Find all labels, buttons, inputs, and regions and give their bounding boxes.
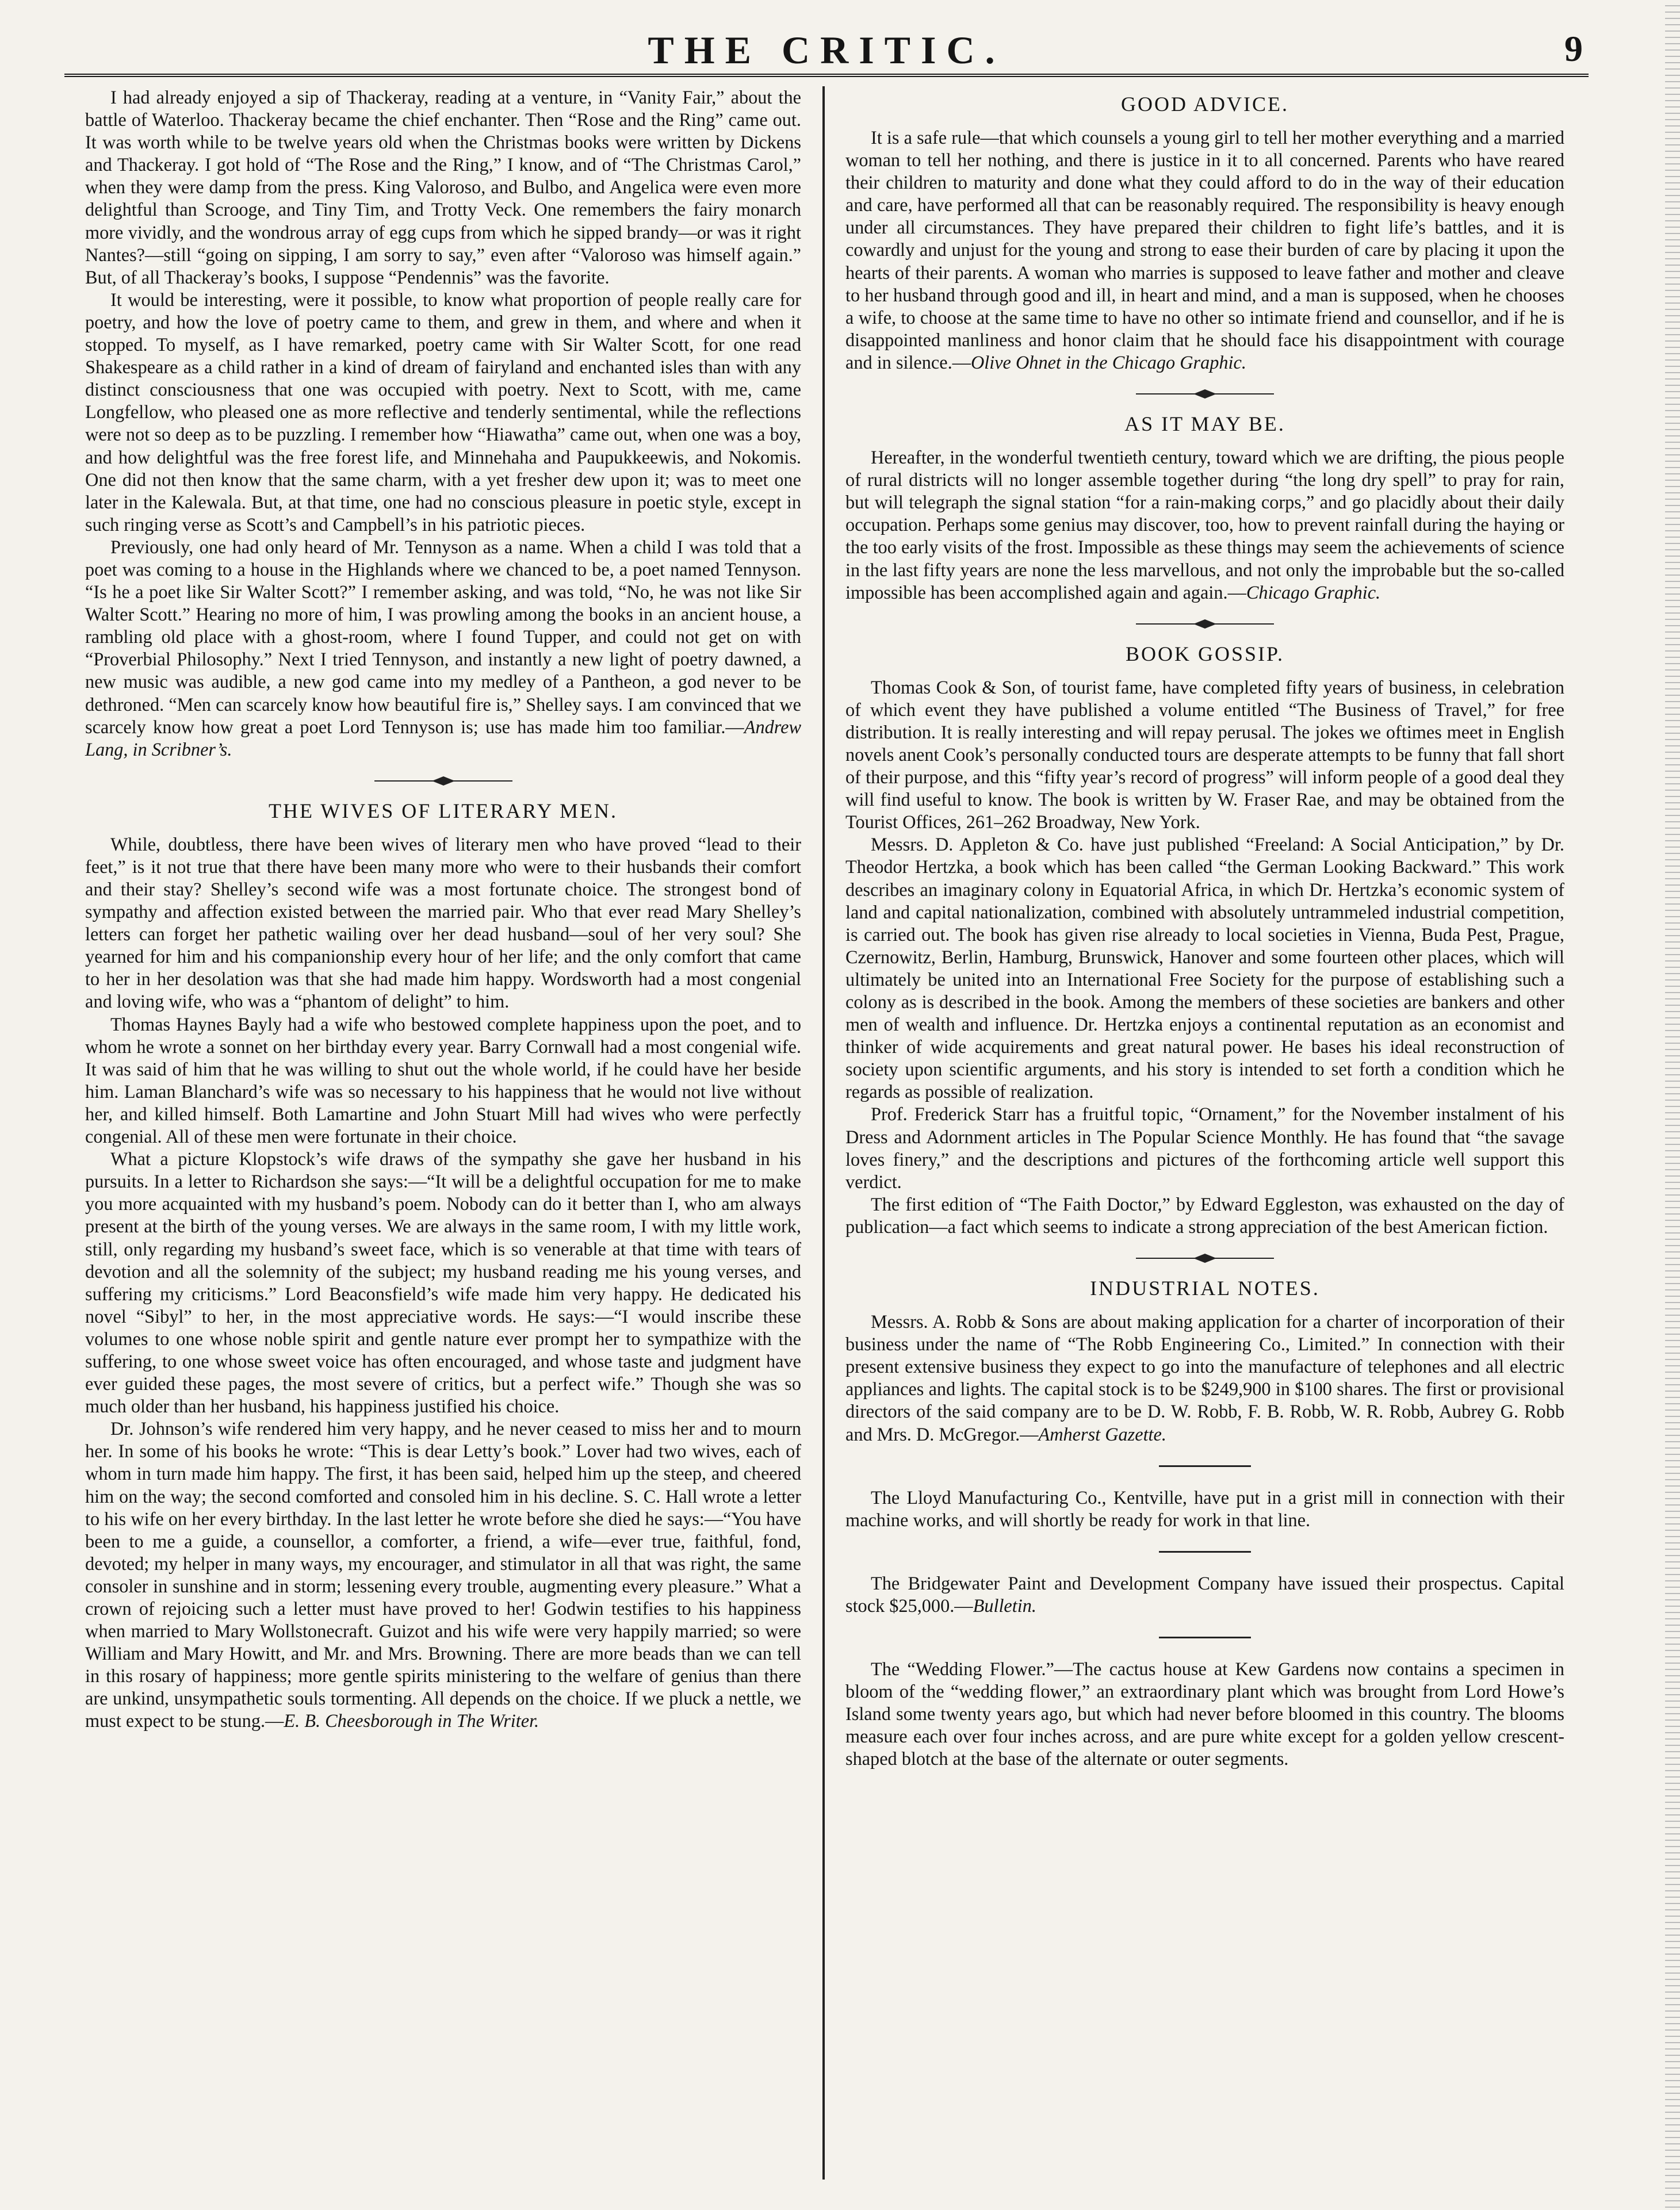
industrial-paragraph-1: Messrs. A. Robb & Sons are about making application for a charter of incorporation of their business under the name of “The Robb Engineering Co., Limited.” In connection with their present extensive business they expect to go into the manufacture of telephones and all electric appliances and lights. The capital stock is to be $249,900 in $100 shares. The first or provisional directors of the said company are to be D. W. Robb, F. B. Robb, W. R. Robb, Aubrey G. Robb and Mrs. D. McGregor.—Amherst Gazette. [845,1311,1564,1445]
source-credit: Amherst Gazette. [1038,1423,1166,1445]
heading-as-it-may-be: AS IT MAY BE. [1124,412,1285,436]
ornament-divider [1136,389,1274,399]
short-rule [1159,1465,1251,1467]
right-column [845,86,1564,1770]
thackeray-paragraph: I had already enjoyed a sip of Thackeray, reading at a venture, in “Vanity Fair,” about the battle of Waterloo. Thackeray became the chief enchanter. Then “Rose and the Ring” came out. It was worth while to be twelve years old when the Christmas books were written by Dickens and Thackeray. I got hold of “The Rose and the Ring,” I know, and of “The Christmas Carol,” when they were damp from the press. King Valoroso, and Bulbo, and Angelica were even more delightful than Scrooge, and Tiny Tim, and Trotty Veck. One remembers the fairy monarch more vividly, and the wondrous array of egg cups from which he sipped brandy—or was it right Nantes?—still “going on sipping, I am sorry to say,” even after “Valoroso was himself again.” But, of all Thackeray’s books, I suppose “Pendennis” was the favorite. [85,87,801,288]
book-paragraph-1: Thomas Cook & Son, of tourist fame, have completed fifty years of business, in celebration of which event they have published a volume entitled “The Business of Travel,” for free distribution. It is really interesting and will repay perusal. The jokes we oftimes meet in English novels anent Cook’s personally conducted tours are desperate attempts to be funny that fall short of their purpose, and this “fifty year’s record of progress” will inform people of a good deal they will find useful to know. The book is written by W. Fraser Rae, and may be obtained from the Tourist Offices, 261–262 Broadway, New York. [845,676,1564,833]
masthead [64,10,1589,77]
heading-good-advice: GOOD ADVICE. [1121,93,1289,116]
ornament-divider [1136,619,1274,629]
poetry-paragraph: It would be interesting, were it possible, to know what proportion of people really care for poetry, and how the love of poetry came to them, and grew in them, and where and when it stopped. To myself, as I have remarked, poetry came with Sir Walter Scott, for one read Shakespeare as a child rather in a kind of dream of fairyland and enchanted isles than with any distinct consciousness that one was occupied with poetry. Next to Scott, with me, came Longfellow, who pleased one as more reflective and tenderly sentimental, while the reflections were not so deep as to be puzzling. I remember how “Hiawatha” came out, when one was a boy, and how delightful was the free forest life, and Minnehaha and Paupukkeewis, and Nokomis. One did not then know that the same charm, with a yet fresher dew upon it; was to meet one later in the Kalewala. But, at that time, one had no conscious pleasure in poetic style, except in such ringing verse as Scott’s and Campbell’s in his patriotic pieces. [85,289,801,535]
book-paragraph-4: The first edition of “The Faith Doctor,” by Edward Eggleston, was exhausted on the day of publication—a fact which seems to indicate a strong appreciation of the best American fiction. [845,1193,1564,1237]
ornament-divider [374,776,512,786]
industrial-paragraph-3: The Bridgewater Paint and Development Company have issued their prospectus. Capital stock $25,000.—Bulletin. [845,1572,1564,1616]
source-credit: Olive Ohnet in the Chicago Graphic. [970,351,1246,373]
tennyson-paragraph: Previously, one had only heard of Mr. Tennyson as a name. When a child I was told that a poet was coming to a house in the Highlands where we chanced to be, a poet named Tennyson. “Is he a poet like Sir Walter Scott?” I remember asking, and was told, “No, he was not like Sir Walter Scott.” Hearing no more of him, I was prowling among the books in an ancient house, a rambling old place with a ghost-room, where I found Tupper, and could not get on with “Proverbial Philosophy.” Next I tried Tennyson, and instantly a new light of poetry dawned, a new music was audible, a new god came into my medley of a Pantheon, a god never to be dethroned. “Men can scarcely know how beautiful fire is,” Shelley says. I am convinced that we scarcely know how great a poet Lord Tennyson is; use has made him too familiar.—Andrew Lang, in Scribner’s. [85,536,801,760]
column-divider [822,86,825,2180]
newspaper-title: THE CRITIC. [648,28,1005,72]
wedding-flower-paragraph: The “Wedding Flower.”—The cactus house at Kew Gardens now contains a specimen in bloom of the “wedding flower,” an extraordinary plant which was brought from Lord Howe’s Island some twenty years ago, but which had never before bloomed in this country. The blooms measure each over four inches across, and are pure white except for a golden yellow crescent-shaped blotch at the base of the alternate or outer segments. [845,1658,1564,1769]
source-credit: Andrew Lang, in Scribner’s. [85,716,801,760]
heading-industrial-notes: INDUSTRIAL NOTES. [1090,1277,1320,1300]
book-paragraph-2: Messrs. D. Appleton & Co. have just published “Freeland: A Social Anticipation,” by Dr. Theodor Hertzka, a book which has been called “the German Looking Backward.” This work describes an imaginary colony in Equatorial Africa, in which Dr. Hertzka’s economic system of land and capital nationalization, combined with absolutely untrammeled industrial competition, is carried out. The book has given rise already to local societies in Vienna, Buda Pest, Prague, Czernowitz, Berlin, Hamburg, Brunswick, Hanover and some fourteen other places, which will ultimately be united into an International Free Society for the purpose of establishing such a colony as is described in the book. Among the members of these societies are bankers and other men of wealth and influence. Dr. Hertzka enjoys a continental reputation as an economist and thinker of wide acquirements and great natural power. He bases his ideal reconstruction of society upon scientific arguments, and his story is intended to set forth a condition which he regards as possible of realization. [845,834,1564,1102]
wives-paragraph-2: Thomas Haynes Bayly had a wife who bestowed complete happiness upon the poet, and to whom he wrote a sonnet on her birthday every year. Barry Cornwall had a most congenial wife. It was said of him that he was willing to shut out the whole world, if he could have her beside him. Laman Blanchard’s wife was so necessary to his happiness that he would not live without her, and killed himself. Both Lamartine and John Stuart Mill had wives who were perfectly congenial. All of these men were fortunate in their choice. [85,1013,801,1147]
ornament-divider [1136,1253,1274,1263]
page-edge [1665,0,1680,2210]
wives-paragraph-1: While, doubtless, there have been wives of literary men who have proved “lead to their feet,” is it not true that there have been many more who were to their husbands their comfort and their stay? Shelley’s second wife was a most fortunate choice. The strongest bond of sympathy and affection existed between the married pair. Who that ever read Mary Shelley’s letters can forget her pathetic wailing over her dead husband—soul of her very soul? She yearned for him and his companionship every hour of her life; and the only comfort that came to her in her desolation was that she had made him happy. Wordsworth had a most congenial and loving wife, who was a “phantom of delight” to him. [85,833,801,1012]
book-paragraph-3: Prof. Frederick Starr has a fruitful topic, “Ornament,” for the November instalment of his Dress and Adornment articles in The Popular Science Monthly. He has found that “the savage loves finery,” and the descriptions and pictures of the forthcoming article well support this verdict. [845,1104,1564,1192]
source-credit: Bulletin. [973,1595,1036,1616]
may-be-paragraph: Hereafter, in the wonderful twentieth century, toward which we are drifting, the pious people of rural districts will no longer assemble together during “the long dry spell” to pray for rain, but will telegraph the signal station “for a rain-making corps,” and go placidly about their daily occupation. Perhaps some genius may discover, too, how to prevent rainfall during the haying or the too early visits of the frost. Impossible as these things may seem the achievements of science in the last fifty years are none the less marvellous, and not only the improbable but the so-called impossible has been accomplished again and again.—Chicago Graphic. [845,447,1564,603]
advice-paragraph: It is a safe rule—that which counsels a young girl to tell her mother everything and a married woman to tell her nothing, and there is justice in it to all concerned. Parents who have reared their children to maturity and done what they could afford to do in the way of their education and care, have performed all that can be reasonably required. The responsibility is heavy enough under all circumstances. They have prepared their children to fight life’s battles, and it is cowardly and unjust for the young and strong to ease their burden of care by placing it upon the hearts of their parents. A woman who marries is supposed to leave father and mother and cleave to her husband through good and ill, in heart and mind, and a man is supposed, when he chooses a wife, to choose at the same time to have no other so intimate friend and counsellor, and if he is disappointed manliness and honor claim that he should face his disappointment with courage and in silence.—Olive Ohnet in the Chicago Graphic. [845,127,1564,373]
source-credit: E. B. Cheesborough in The Writer. [284,1710,539,1732]
page-number: 9 [1564,28,1583,69]
heading-book-gossip: BOOK GOSSIP. [1125,642,1285,665]
left-column [85,86,801,1733]
wives-paragraph-4: Dr. Johnson’s wife rendered him very happy, and he never ceased to miss her and to mourn her. In some of his books he wrote: “This is dear Letty’s book.” Lover had two wives, each of whom in turn made him happy. The first, it has been said, helped him up the steep, and cheered him on the way; the second comforted and consoled him in his decline. S. C. Hall wrote a letter to his wife on her every birthday. In the last letter he wrote before she died he says:—“You have been to me a guide, a counsellor, a comforter, a friend, a wife—ever true, faithful, fond, devoted; my helper in many ways, my encourager, and stimulator in all that was right, the same consoler in sunshine and in storm; lessening every trouble, augmenting every pleasure.” What a crown of rejoicing such a letter must have proved to her! Godwin testifies to his happiness when married to Mary Wollstonecraft. Guizot and his wife were very happily married; so were William and Mary Howitt, and Mr. and Mrs. Browning. There are more beads than we can tell in this rosary of happiness; more gentle spirits ministering to the welfare of genius than there are unkind, unsympathetic souls tormenting. All depends on the choice. If we pluck a nettle, we must expect to be stung.—E. B. Cheesborough in The Writer. [85,1418,801,1732]
industrial-paragraph-2: The Lloyd Manufacturing Co., Kentville, have put in a grist mill in connection with their machine works, and will shortly be ready for work in that line. [845,1487,1564,1530]
source-credit: Chicago Graphic. [1246,581,1381,603]
heading-wives-of-literary-men: THE WIVES OF LITERARY MEN. [269,799,618,822]
wives-paragraph-3: What a picture Klopstock’s wife draws of the sympathy she gave her husband in his pursuits. In a letter to Richardson she says:—“It will be a delightful occupation for me to make you more acquainted with my husband’s poem. Nobody can do it better than I, who am always present at the birth of the young verses. We are always in the same room, I with my little work, still, only regarding my husband’s sweet face, which is so venerable at that time with tears of devotion and all the solemnity of the subject; my husband reading me his young verses, and suffering my criticisms.” Lord Beaconsfield’s wife made him very happy. He dedicated his novel “Sibyl” to her, in the most appreciative words. He says:—“I would inscribe these volumes to one whose noble spirit and gentle nature ever prompt her to sympathize with the suffering, to one whose sweet voice has often encouraged, and whose taste and judgment have ever guided these pages, the most severe of critics, but a perfect wife.” Though she was so much older than her husband, his happiness justified his choice. [85,1148,801,1417]
short-rule [1159,1551,1251,1553]
short-rule [1159,1637,1251,1638]
